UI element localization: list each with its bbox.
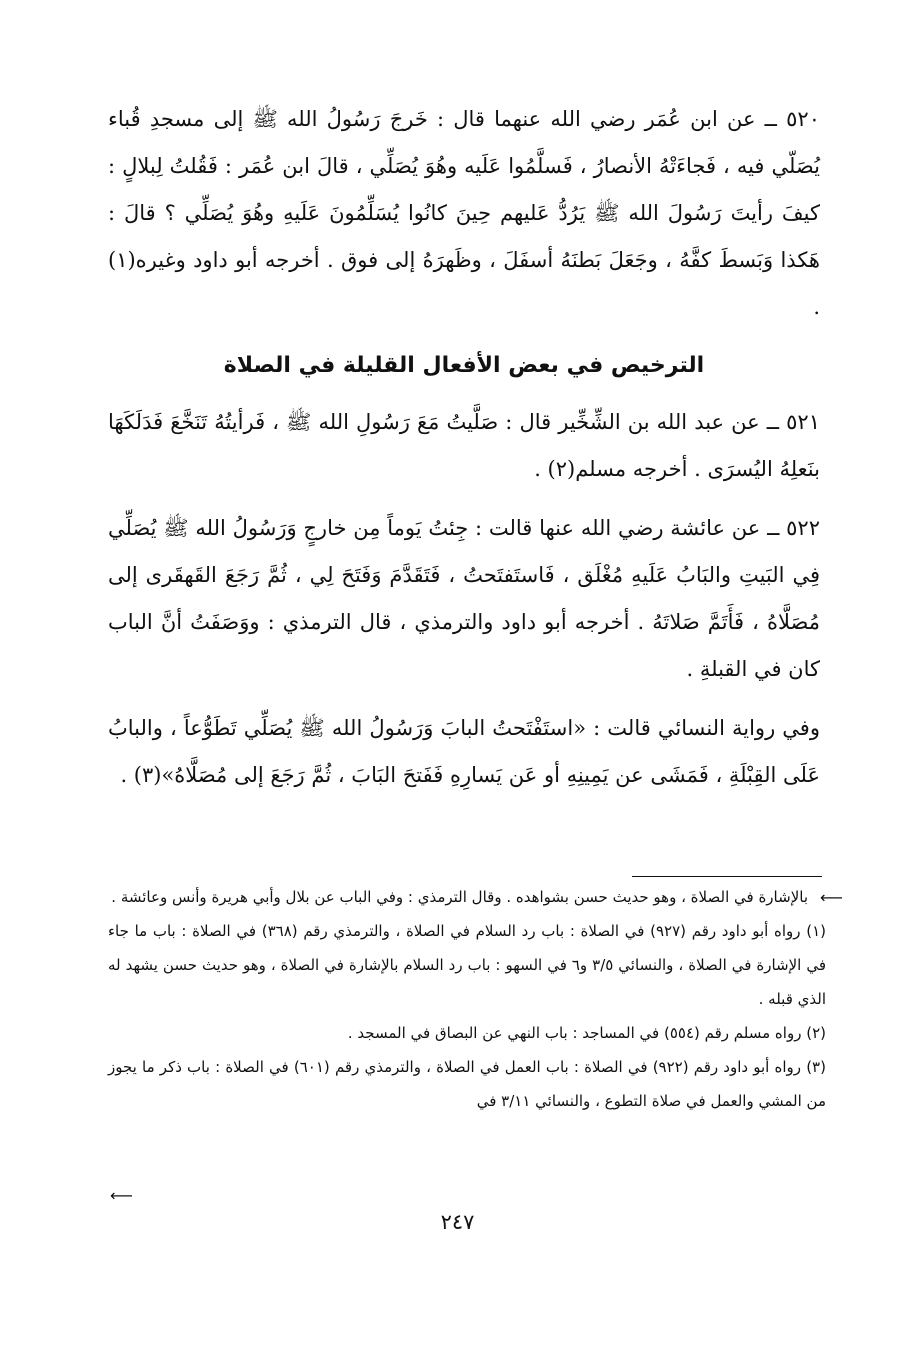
hadith-520: ٥٢٠ ــ عن ابن عُمَر رضي الله عنهما قال : خَرجَ رَسُولُ الله ﷺ إلى مسجدِ قُباء يُصَلّي فيه ، فَجاءَتْهُ الأنصارُ ، فَسلَّمُوا عَلَيه وهُوَ يُصَلِّي ، قالَ ابن عُمَر : فَقُلتُ لِبلالٍ : كيفَ رأيتَ رَسُولَ الله ﷺ يَرُدُّ عَليهم حِينَ كانُوا يُسَلِّمُونَ عَلَيهِ وهُوَ يُصَلِّي ؟ قالَ : هَكذا وَبَسطَ كفَّهُ ، وجَعَلَ بَطنَهُ أسفَلَ ، وظَهرَهُ إلى فوق . أخرجه أبو داود وغيره(١) .	[108, 107, 820, 319]
page-number: ٢٤٧	[440, 1210, 475, 1234]
section-heading: الترخيص في بعض الأفعال القليلة في الصلاة	[223, 353, 705, 378]
footnote-continuation: بالإشارة في الصلاة ، وهو حديث حسن بشواهده . وقال الترمذي : وفي الباب عن بلال وأبي هريرة وأنس وعائشة .	[111, 888, 808, 906]
footnote-3	[108, 1050, 826, 1118]
arrow-icon: ⟵	[820, 888, 843, 907]
footnote-1-first: (١) رواه أبو داود رقم (٩٢٧) في الصلاة : باب رد السلام في الصلاة ، والترمذي رقم (٣٦٨)	[261, 922, 826, 940]
footnote-1	[108, 914, 826, 1016]
footnote-2: (٢) رواه مسلم رقم (٥٥٤) في المساجد : باب النهي عن البصاق في المسجد .	[347, 1024, 826, 1042]
footnotes	[108, 880, 826, 1118]
nasai-version: وفي رواية النسائي قالت : «استَفْتَحتُ البابَ وَرَسُولُ الله ﷺ يُصَلِّي تَطَوُّعاً ، والبابُ عَلَى القِبْلَةِ ، فَمَشَى عن يَمِينِهِ أو عَن يَسارِهِ فَفَتحَ البَابَ ، ثُمَّ رَجَعَ إلى مُصَلَّاهُ»(٣) .	[108, 716, 820, 787]
footnote-separator	[632, 876, 822, 877]
hadith-522: ٥٢٢ ــ عن عائشة رضي الله عنها قالت : جِئتُ يَوماً مِن خارجٍ وَرَسُولُ الله ﷺ يُصَلِّي فِي البَيتِ والبَابُ عَلَيهِ مُغْلَق ، فَاستَفتَحتُ ، فَتَقَدَّمَ وَفَتَحَ لِي ، ثُمَّ رَجَعَ القَهقَرى إلى مُصَلَّاهُ ، فَأَتَمَّ صَلاتَهُ . أخرجه أبو داود والترمذي ، قال الترمذي : ووَصَفَتُ أنَّ الباب كان في القبلةِ .	[108, 516, 820, 681]
footnote-3-first: (٣) رواه أبو داود رقم (٩٢٢) في الصلاة : باب العمل في الصلاة ، والترمذي رقم (٦٠١)	[293, 1058, 826, 1076]
footnote-1-rest: في الصلاة : باب ما جاء في الإشارة في الصلاة ، والنسائي ٣/٥ و٦ في السهو : باب رد السلام بالإشارة في الصلاة ، وهو حديث حسن يشهد له الذي قبله .	[108, 922, 826, 1008]
main-text	[108, 96, 820, 799]
arrow-icon: ⟵	[110, 1186, 133, 1205]
footnote-3-rest: في الصلاة : باب ذكر ما يجوز من المشي والعمل في صلاة التطوع ، والنسائي ٣/١١ في	[108, 1058, 826, 1110]
hadith-521: ٥٢١ ــ عن عبد الله بن الشِّخِّير قال : صَلَّيتُ مَعَ رَسُولِ الله ﷺ ، فَرأيتُهُ تَنَخَّعَ فَدَلَكَهَا بنَعلِهُ اليُسرَى . أخرجه مسلم(٢) .	[108, 410, 820, 481]
